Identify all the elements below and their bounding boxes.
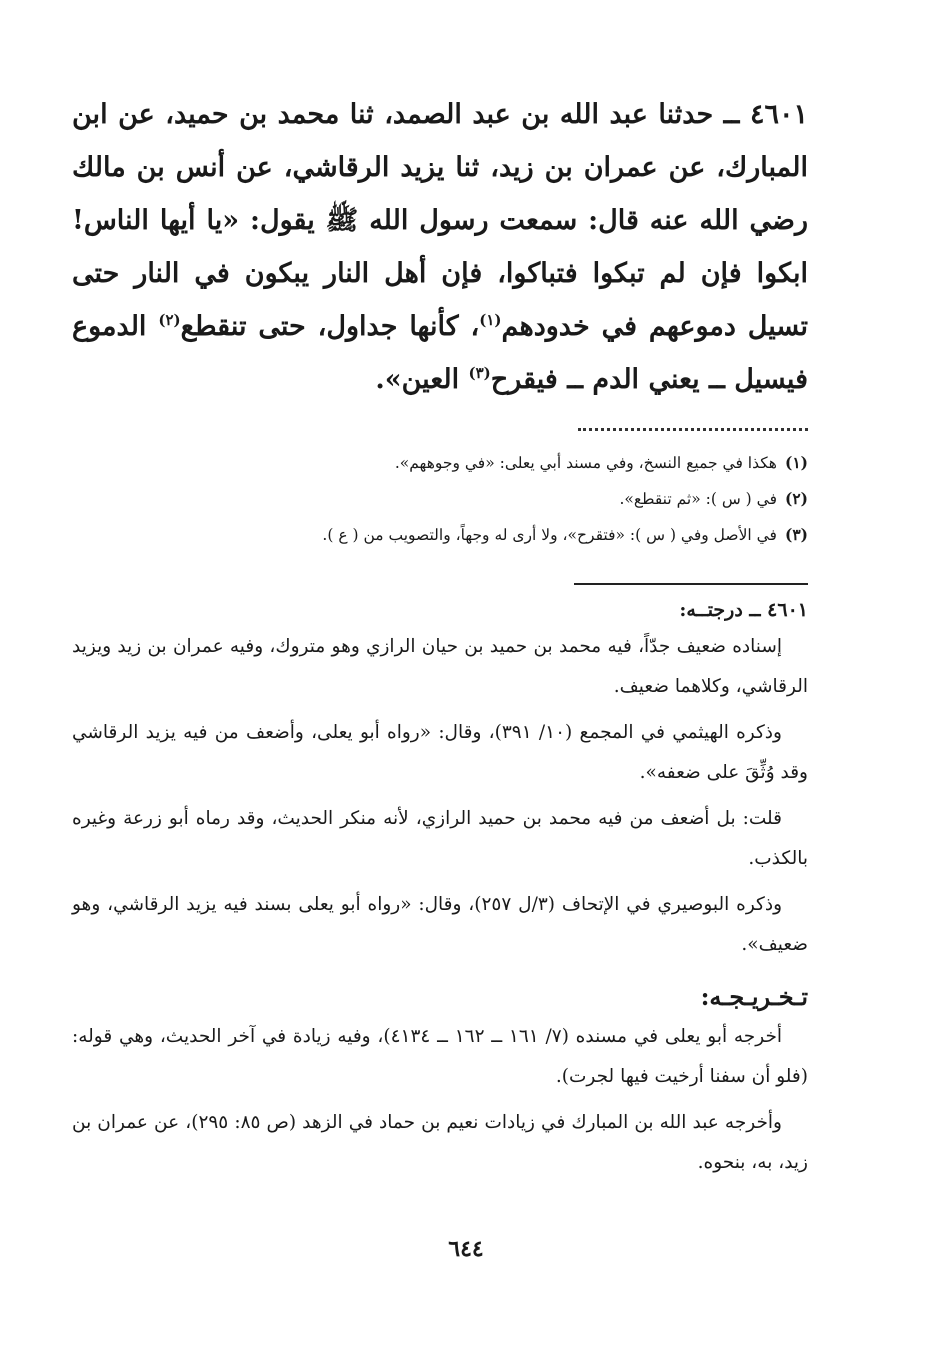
footnote-ref-2[interactable]: (٢) <box>158 311 181 329</box>
grading-paragraph: وذكره الهيثمي في المجمع (١٠/ ٣٩١)، وقال: «رواه أبو يعلى، وأضعف من فيه يزيد الرقاشي وقد وُثِّقَ على ضعفه». <box>72 722 808 783</box>
section-divider <box>574 583 808 585</box>
hadith-text <box>72 88 808 406</box>
takhrij-section <box>72 1017 808 1183</box>
footnote-text: في الأصل وفي ( س ): «فتقرح»، ولا أرى له وجهاً، والتصويب من ( ع ). <box>322 526 777 544</box>
grading-heading: ٤٦٠١ ــ درجتــه: <box>679 599 808 621</box>
footnotes <box>72 445 808 553</box>
grading-section <box>72 627 808 965</box>
grading-paragraph: إسناده ضعيف جدّاً، فيه محمد بن حميد بن حيان الرازي وهو متروك، وفيه عمران بن زيد ويزيد الرقاشي، وكلاهما ضعيف. <box>72 636 808 697</box>
footnote-separator <box>578 428 808 431</box>
footnote-3 <box>72 517 808 553</box>
hadith-text-part-4: العين». <box>375 364 469 395</box>
takhrij-paragraph: وأخرجه عبد الله بن المبارك في زيادات نعيم بن حماد في الزهد (ص ٨٥: ٢٩٥)، عن عمران بن زيد، به، بنحوه. <box>72 1112 808 1173</box>
footnote-text: هكذا في جميع النسخ، وفي مسند أبي يعلى: «في وجوههم». <box>394 454 777 472</box>
footnote-2 <box>72 481 808 517</box>
hadith-text-part-1: ــ حدثنا عبد الله بن عبد الصمد، ثنا محمد بن حميد، عن ابن المبارك، عن عمران بن زيد، ثنا يزيد الرقاشي، عن أنس بن مالك رضي الله عنه قال: سمعت رسول الله ﷺ يقول: «يا أيها الناس! ابكوا فإن لم تبكوا فتباكوا، فإن أهل النار يبكون في النار حتى تسيل دموعهم في خدودهم <box>72 99 809 342</box>
footnote-ref-1[interactable]: (١) <box>479 311 502 329</box>
footnote-ref-3[interactable]: (٣) <box>468 364 491 382</box>
footnote-number: (٢) <box>784 489 808 508</box>
footnote-number: (١) <box>784 453 808 472</box>
page-body <box>72 88 808 1189</box>
hadith-number: ٤٦٠١ <box>749 99 808 130</box>
hadith-text-part-3: الدموع فيسيل ــ يعني الدم ــ فيقرح <box>72 311 808 395</box>
takhrij-heading: تـخـريـجـه: <box>700 982 808 1011</box>
grading-paragraph: وذكره البوصيري في الإتحاف (٣/ل ٢٥٧)، وقال: «رواه أبو يعلى بسند فيه يزيد الرقاشي، وهو ضعيف». <box>72 894 808 955</box>
hadith-text-part-2: ، كأنها جداول، حتى تنقطع <box>180 311 480 342</box>
footnote-1 <box>72 445 808 481</box>
footnote-number: (٣) <box>784 525 808 544</box>
grading-paragraph: قلت: بل أضعف من فيه محمد بن حميد الرازي، لأنه منكر الحديث، وقد رماه أبو زرعة وغيره بالكذب. <box>72 808 808 869</box>
footnote-text: في ( س ): «ثم تنقطع». <box>619 490 777 508</box>
page-number: ٦٤٤ <box>448 1236 484 1262</box>
takhrij-paragraph: أخرجه أبو يعلى في مسنده (٧/ ١٦١ ــ ١٦٢ ــ ٤١٣٤)، وفيه زيادة في آخر الحديث، وهي قوله: (فلو أن سفنا أرخيت فيها لجرت). <box>72 1026 808 1087</box>
